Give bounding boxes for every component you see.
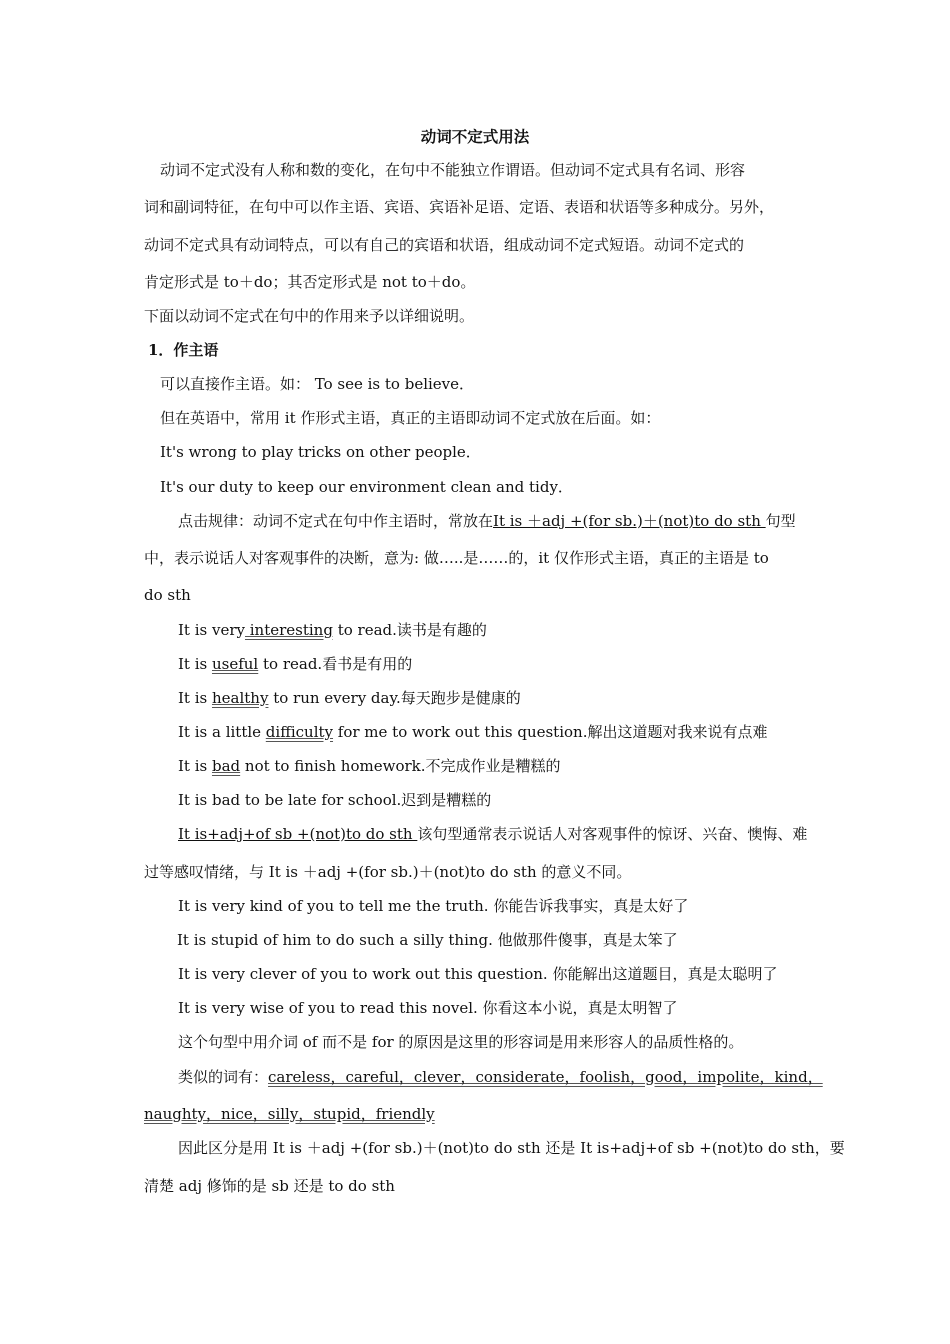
example-sentence: It is bad to be late for school.迟到是糟糕的 — [178, 791, 492, 809]
example-sentence: It is useful to read.看书是有用的 — [178, 655, 413, 673]
rule-prefix: 点击规律：动词不定式在句中作主语时，常放在 — [178, 512, 494, 530]
pattern2-formula: It is+adj+of sb +(not)to do sth — [178, 825, 418, 843]
intro-line-4: 肯定形式是 to＋do；其否定形式是 not to＋do。 — [144, 273, 476, 291]
example-sentence: It's our duty to keep our environment clean and tidy． — [160, 478, 573, 496]
adjective: interesting — [244, 621, 333, 639]
example-sentence: It is very kind of you to tell me the truth. 你能告诉我事实，真是太好了 — [178, 897, 689, 915]
adjective: difficulty — [265, 723, 334, 741]
formal-it-text: 但在英语中，常用 it 作形式主语，真正的主语即动词不定式放在后面。如： — [160, 409, 661, 427]
similar-words-line-2 — [144, 1104, 435, 1124]
intro-line-5: 下面以动词不定式在句中的作用来予以详细说明。 — [144, 307, 475, 325]
rule-line-2: 中，表示说话人对客观事件的决断，意为: 做…..是……的，it 仅作形式主语，真正的主语是 to — [144, 549, 769, 567]
conclusion-line-2: 清楚 adj 修饰的是 sb 还是 to do sth — [144, 1177, 395, 1195]
similar-words: naughty，nice，silly，stupid，friendly — [144, 1105, 435, 1123]
intro-line-1: 动词不定式没有人称和数的变化，在句中不能独立作谓语。但动词不定式具有名词、形容 — [160, 161, 746, 179]
rule-suffix: 句型 — [765, 512, 796, 530]
rule-line-1 — [178, 511, 796, 531]
example-sentence: It is bad not to finish homework.不完成作业是糟糕的 — [178, 757, 561, 775]
intro-line-3: 动词不定式具有动词特点，可以有自己的宾语和状语，组成动词不定式短语。动词不定式的 — [144, 236, 745, 254]
rule-pattern: It is ＋adj +(for sb.)＋(not)to do sth — [493, 512, 766, 530]
example-sentence: It's wrong to play tricks on other people． — [160, 443, 481, 461]
example-sentence: It is very interesting to read.读书是有趣的 — [178, 621, 487, 639]
example-sentence: It is a little difficulty for me to work out this question.解出这道题对我来说有点难 — [178, 723, 768, 741]
direct-subject-text: 可以直接作主语。如： To see is to believe． — [160, 375, 475, 393]
pattern2-line-1: It is+adj+of sb +(not)to do sth 该句型通常表示说话人对客观事件的惊讶、兴奋、懊悔、难 — [178, 825, 808, 843]
rule-line-3: do sth — [144, 586, 191, 604]
intro-line-2: 词和副词特征，在句中可以作主语、宾语、宾语补足语、定语、表语和状语等多种成分。另外， — [144, 198, 775, 216]
example-sentence: It is healthy to run every day.每天跑步是健康的 — [178, 689, 521, 707]
page-title: 动词不定式用法 — [420, 127, 530, 146]
similar-label: 类似的词有： — [178, 1068, 269, 1086]
adjective: useful — [211, 655, 259, 673]
adjective: healthy — [211, 689, 269, 707]
adjective: bad — [211, 757, 241, 775]
conclusion-line-1: 因此区分是用 It is ＋adj +(for sb.)＋(not)to do sth 还是 It is+adj+of sb +(not)to do sth，要 — [178, 1139, 845, 1157]
example-sentence: It is stupid of him to do such a silly thing. 他做那件傻事，真是太笨了 — [177, 931, 678, 949]
similar-words: careless，careful，clever，considerate，foolish，good，impolite，kind， — [268, 1068, 823, 1086]
example-sentence: It is very wise of you to read this novel. 你看这本小说，真是太明智了 — [178, 999, 678, 1017]
pattern2-line-2: 过等感叹情绪，与 It is ＋adj +(for sb.)＋(not)to do sth 的意义不同。 — [144, 863, 632, 881]
section-heading: 1．作主语 — [148, 341, 219, 359]
of-reason-text: 这个句型中用介词 of 而不是 for 的原因是这里的形容词是用来形容人的品质性格的。 — [178, 1033, 744, 1051]
similar-words-line-1 — [178, 1067, 823, 1087]
example-sentence: It is very clever of you to work out this question. 你能解出这道题目，真是太聪明了 — [178, 965, 778, 983]
